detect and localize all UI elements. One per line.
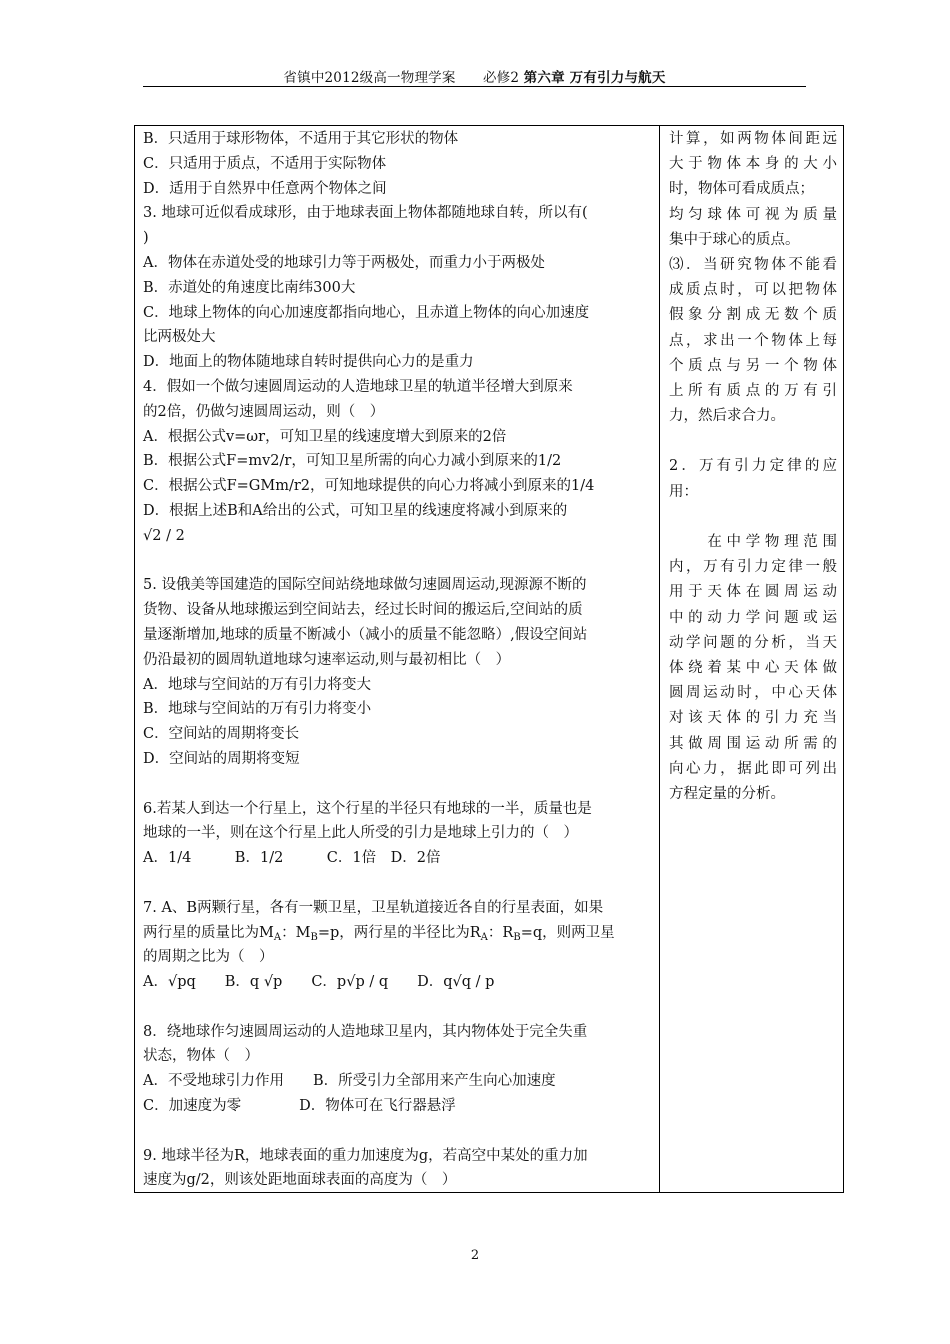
- text-line: 8．绕地球作匀速圆周运动的人造地球卫星内，其内物体处于完全失重: [143, 1023, 588, 1040]
- notes-column: [669, 127, 837, 807]
- blank-line: [669, 505, 837, 530]
- text-line: 仍沿最初的圆周轨道地球匀速率运动,则与最初相比（ ）: [143, 651, 511, 668]
- text-line: 均匀球体可视为质量: [669, 206, 837, 223]
- header-rule: [143, 86, 806, 87]
- header-course: 省镇中2012级高一物理学案 必修2: [283, 70, 520, 86]
- text-line: 6.若某人到达一个行星上，这个行星的半径只有地球的一半，质量也是: [143, 800, 592, 817]
- text-line: 个质点与另一个物体: [669, 357, 837, 374]
- blank-line: [143, 871, 655, 896]
- text-line: 上所有质点的万有引: [669, 382, 837, 399]
- text-line: 圆周运动时，中心天体: [669, 685, 837, 702]
- text-line: D．根据上述B和A给出的公式，可知卫星的线速度将减小到原来的: [143, 502, 568, 519]
- text-line: A．地球与空间站的万有引力将变大: [143, 676, 371, 693]
- text-line: 的2倍，仍做匀速圆周运动，则（ ）: [143, 403, 385, 420]
- text-line: B．根据公式F=mv2/r，可知卫星所需的向心力减小到原来的1/2: [143, 453, 562, 470]
- text-line: 成质点时，可以把物体: [669, 282, 837, 299]
- text-line: B．只适用于球形物体，不适用于其它形状的物体: [143, 131, 459, 147]
- text-line: C．空间站的周期将变长: [143, 726, 300, 743]
- header-chapter: 第六章 万有引力与航天: [523, 70, 666, 86]
- text-line: 计算，如两物体间距远: [669, 131, 837, 147]
- text-line: C．根据公式F=GMm/r2，可知地球提供的向心力将减小到原来的1/4: [143, 478, 595, 495]
- text-line: 方程定量的分析。: [669, 785, 785, 802]
- text-line: 大于物体本身的大小: [669, 156, 837, 173]
- blank-line: [669, 429, 837, 454]
- text-line: B．地球与空间站的万有引力将变小: [143, 701, 372, 718]
- text-line: √2 / 2: [143, 527, 185, 544]
- text-line: B．赤道处的角速度比南纬300大: [143, 279, 356, 296]
- questions-column: [143, 127, 655, 1193]
- text-line: 状态，物体（ ）: [143, 1048, 259, 1065]
- text-line: 对该天体的引力充当: [669, 710, 837, 727]
- text-line: ): [143, 230, 149, 247]
- text-line: 7. A、B两颗行星，各有一颗卫星，卫星轨道接近各自的行星表面，如果: [143, 899, 604, 916]
- text-line: 的周期之比为（ ）: [143, 949, 274, 966]
- text-line: 集中于球心的质点。: [669, 231, 800, 248]
- text-line: C．加速度为零 D．物体可在飞行器悬浮: [143, 1098, 456, 1115]
- text-line: 力，然后求合力。: [669, 408, 785, 425]
- text-line: 3. 地球可近似看成球形，由于地球表面上物体都随地球自转，所以有(: [143, 205, 588, 222]
- text-line: 地球的一半，则在这个行星上此人所受的引力是地球上引力的（ ）: [143, 825, 578, 842]
- text-line: 时，物体可看成质点；: [669, 181, 814, 198]
- blank-line: [143, 772, 655, 797]
- blank-line: [143, 1119, 655, 1144]
- text-line: A．不受地球引力作用 B．所受引力全部用来产生向心加速度: [143, 1073, 556, 1090]
- text-line: A．√pq B．q √p C．p√p / q D．q√q / p: [143, 974, 495, 991]
- text-line: A．物体在赤道处受的地球引力等于两极处，而重力小于两极处: [143, 254, 545, 271]
- text-line: 量逐渐增加,地球的质量不断减小（减小的质量不能忽略）,假设空间站: [143, 626, 588, 643]
- text-line: 动学问题的分析，当天: [669, 634, 837, 651]
- text-line: 其做周围运动所需的: [669, 735, 837, 752]
- text-line: ⑶．当研究物体不能看: [669, 256, 837, 273]
- text-line: 用：: [669, 483, 698, 500]
- page-number: 2: [470, 1248, 480, 1263]
- text-line: 速度为g/2，则该处距地面球表面的高度为（ ）: [143, 1172, 457, 1189]
- blank-line: [143, 995, 655, 1020]
- text-line: 向心力，据此即可列出: [669, 760, 837, 777]
- column-divider: [659, 125, 660, 1193]
- text-line: 2．万有引力定律的应: [669, 458, 837, 475]
- text-line: 货物、设备从地球搬运到空间站去，经过长时间的搬运后,空间站的质: [143, 602, 583, 619]
- text-line: 中的动力学问题或运: [669, 609, 837, 626]
- text-line: 在中学物理范围: [669, 534, 837, 550]
- text-line: 5. 设俄美等国建造的国际空间站绕地球做匀速圆周运动,现源源不断的: [143, 577, 587, 594]
- text-line: 内，万有引力定律一般: [669, 559, 837, 576]
- text-line: C．只适用于质点，不适用于实际物体: [143, 155, 387, 172]
- text-line: 用于天体在圆周运动: [669, 584, 837, 601]
- text-line: 比两极处大: [143, 329, 216, 346]
- text-line: 点，求出一个物体上每: [669, 332, 837, 349]
- text-line: D．空间站的周期将变短: [143, 750, 300, 767]
- blank-line: [143, 549, 655, 574]
- text-line: D．适用于自然界中任意两个物体之间: [143, 180, 387, 197]
- text-line: 4．假如一个做匀速圆周运动的人造地球卫星的轨道半径增大到原来: [143, 378, 573, 395]
- text-line: 体绕着某中心天体做: [669, 659, 837, 676]
- text-line: A．1/4 B．1/2 C．1倍 D．2倍: [143, 850, 441, 867]
- text-line: C．地球上物体的向心加速度都指向地心，且赤道上物体的向心加速度: [143, 304, 590, 321]
- text-line: 9. 地球半径为R，地球表面的重力加速度为g，若高空中某处的重力加: [143, 1147, 588, 1164]
- page-header: [143, 66, 806, 86]
- text-line: D．地面上的物体随地球自转时提供向心力的是重力: [143, 354, 474, 371]
- text-line: A．根据公式v=ωr，可知卫星的线速度增大到原来的2倍: [143, 428, 507, 445]
- text-line: 两行星的质量比为$M_A$：$M_B=p$，两行星的半径比为$R_A$：$R_B=q$，则两卫星: [143, 924, 615, 943]
- text-line: 假象分割成无数个质: [669, 307, 837, 324]
